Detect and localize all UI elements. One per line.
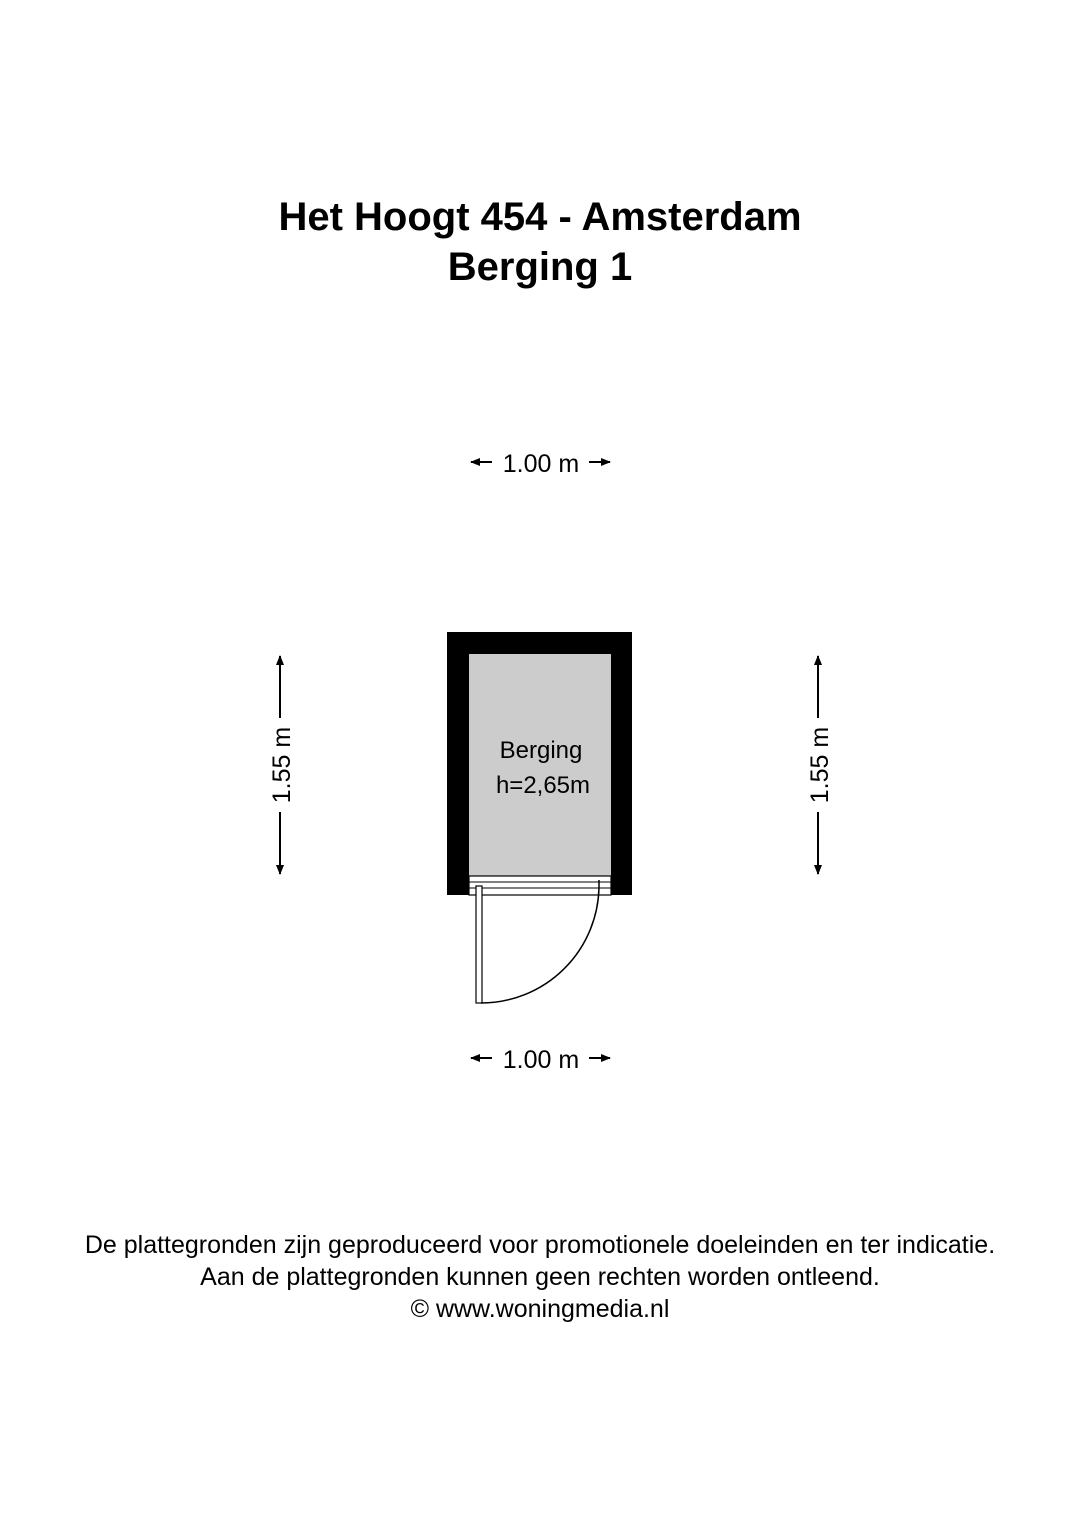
copyright-link[interactable]: © www.woningmedia.nl xyxy=(410,1295,670,1323)
door-leaf xyxy=(476,886,482,1003)
room-name: Berging xyxy=(499,737,583,764)
dimension-label-bottom: 1.00 m xyxy=(502,1046,580,1074)
room-berging xyxy=(447,632,632,1003)
dimension-top xyxy=(471,450,610,478)
dimension-label-left: 1.55 m xyxy=(268,726,296,804)
dimension-bottom xyxy=(471,1046,610,1074)
room-height: h=2,65m xyxy=(495,772,591,799)
door-threshold xyxy=(469,876,611,895)
page-title: Het Hoogt 454 - Amsterdam xyxy=(278,195,802,239)
disclaimer-line-2: Aan de plattegronden kunnen geen rechten worden ontleend. xyxy=(200,1263,880,1291)
dimension-left xyxy=(268,656,296,874)
dimension-label-right: 1.55 m xyxy=(806,726,834,804)
page-subtitle: Berging 1 xyxy=(447,245,633,289)
dimension-right xyxy=(806,656,834,874)
disclaimer-line-1: De plattegronden zijn geproduceerd voor promotionele doeleinden en ter indicatie. xyxy=(84,1231,996,1259)
door-swing-arc xyxy=(481,886,599,1003)
dimension-label-top: 1.00 m xyxy=(502,450,580,478)
room-floor xyxy=(469,654,611,876)
